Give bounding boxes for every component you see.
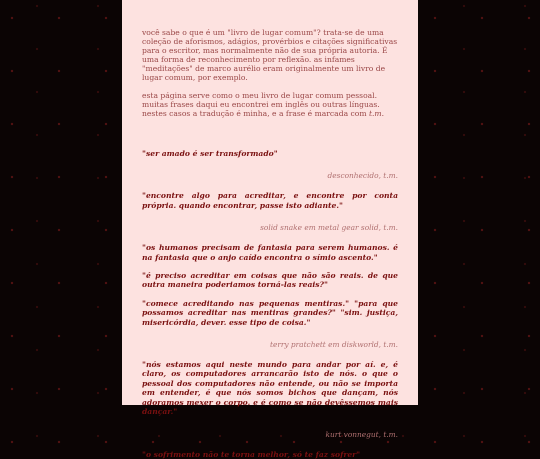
- quote: "ser amado é ser transformado": [142, 149, 278, 158]
- intro: [142, 28, 398, 118]
- intro-paragraph: [142, 91, 398, 118]
- attribution: solid snake em metal gear solid, t.m.: [260, 223, 398, 233]
- intro-paragraph-text: esta página serve como o meu livro de lugar comum pessoal. muitas frases daqui eu encontrei em inglês ou outras línguas. nestes casos a tradução é minha, e a frase é marcada com: [142, 91, 380, 118]
- quote: "é preciso acreditar em coisas que não são reais. de que outra maneira poderiamos torná-las reais?": [142, 271, 398, 290]
- content-column: [122, 0, 418, 459]
- attribution: desconhecido, t.m.: [327, 171, 398, 181]
- attribution: kurt vonnegut, t.m.: [325, 429, 398, 439]
- quote: "os humanos precisam de fantasia para serem humanos. é na fantasia que o anjo caído encontra o símio ascento.": [142, 243, 398, 262]
- quote: "o sofrimento não te torna melhor, só te faz sofrer": [142, 449, 361, 459]
- entry: [142, 149, 398, 180]
- attribution: terry pratchett em diskworld, t.m.: [269, 340, 398, 350]
- entry: [142, 243, 398, 349]
- intro-paragraph: você sabe o que é um "livro de lugar comum"? trata-se de uma coleção de aforismos, adágios, provérbios e citações significativas para o escritor, mas normalmente não de sua própria autoria. É uma forma de reconhecimento por reflexão. as infames "meditações" de marco aurélio eram originalmente um livro de lugar comum, por exemplo.: [142, 28, 398, 82]
- quote: "comece acreditando nas pequenas mentiras." "para que possamos acreditar nas mentiras grandes?" "sim. justiça, misericórdia, dever. esse tipo de coisa.": [142, 298, 398, 327]
- gap: [142, 262, 398, 271]
- entry: [142, 450, 398, 459]
- spacer: [142, 127, 398, 149]
- quote: "encontre algo para acreditar, e encontre por conta própria. quando encontrar, passe isto adiante.": [142, 191, 398, 210]
- entry: [142, 360, 398, 438]
- entry: [142, 191, 398, 232]
- content-inner: [122, 0, 418, 459]
- quote: "nós estamos aqui neste mundo para andar por aí. e, é claro, os computadores arrancarão isto de nós. o que o pessoal dos computadores não entende, ou não se importa em entender, é que nós somos bichos que dançam, nós adoramos mexer o corpo. e é como se não devêssemos mais dançar.": [142, 360, 398, 417]
- translation-mark: t.m.: [368, 109, 385, 118]
- gap: [142, 290, 398, 299]
